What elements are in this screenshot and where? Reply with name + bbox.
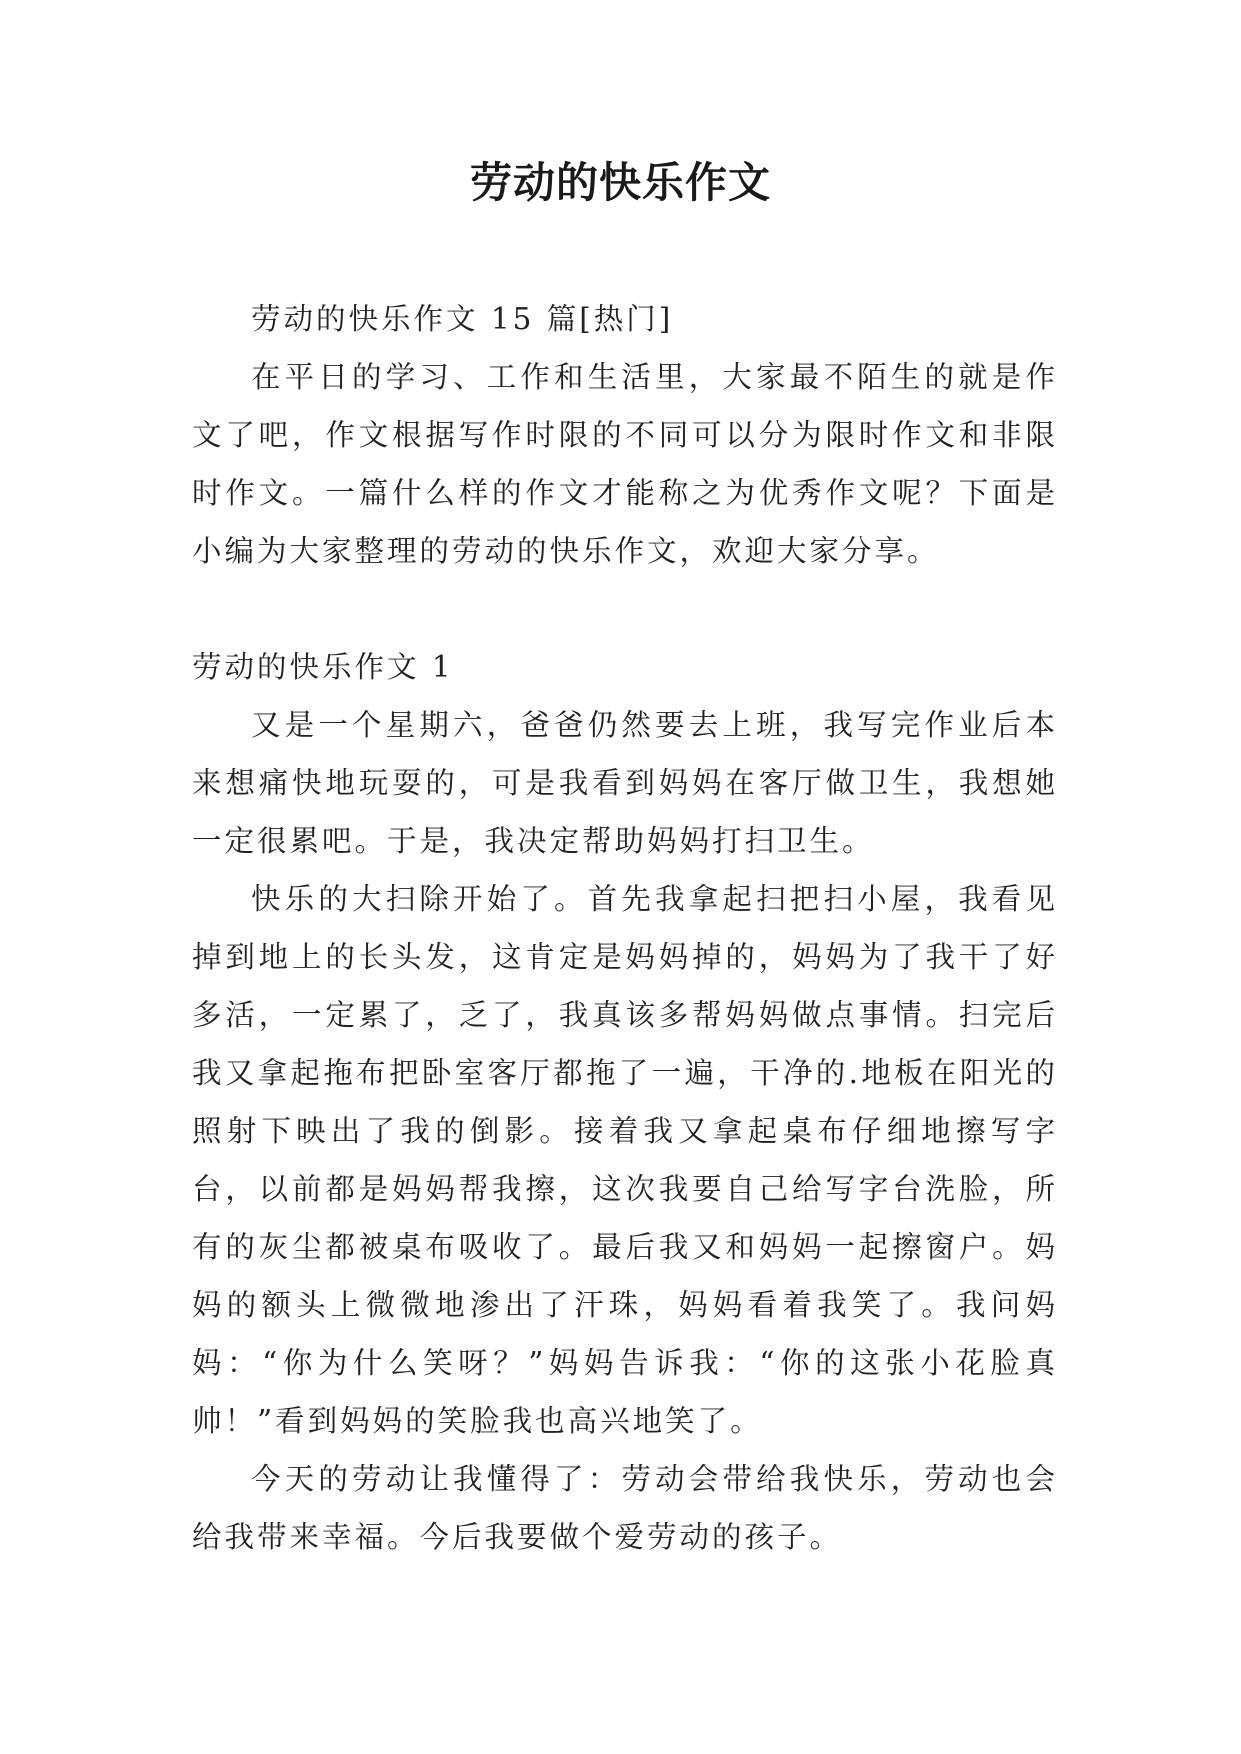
document-title: 劳动的快乐作文 <box>469 158 771 207</box>
body-paragraph-1: 又是一个星期六，爸爸仍然要去上班，我写完作业后本来想痛快地玩耍的，可是我看到妈妈在客厅做卫生，我想她一定很累吧。于是，我决定帮助妈妈打扫卫生。 <box>192 708 1058 858</box>
document-subtitle: 劳动的快乐作文 15 篇[热门] <box>251 302 674 336</box>
intro-paragraph: 在平日的学习、工作和生活里，大家最不陌生的就是作文了吧，作文根据写作时限的不同可以分为限时作文和非限时作文。一篇什么样的作文才能称之为优秀作文呢？下面是小编为大家整理的劳动的快乐作文，欢迎大家分享。 <box>192 360 1058 568</box>
document-body <box>192 290 1058 1566</box>
body-paragraph-2: 快乐的大扫除开始了。首先我拿起扫把扫小屋，我看见掉到地上的长头发，这肯定是妈妈掉的，妈妈为了我干了好多活，一定累了，乏了，我真该多帮妈妈做点事情。扫完后我又拿起拖布把卧室客厅都拖了一遍，干净的.地板在阳光的照射下映出了我的倒影。接着我又拿起桌布仔细地擦写字台，以前都是妈妈帮我擦，这次我要自己给写字台洗脸，所有的灰尘都被桌布吸收了。最后我又和妈妈一起擦窗户。妈妈的额头上微微地渗出了汗珠，妈妈看着我笑了。我问妈妈：“你为什么笑呀？”妈妈告诉我：“你的这张小花脸真帅！”看到妈妈的笑脸我也高兴地笑了。 <box>192 882 1058 1438</box>
section-heading: 劳动的快乐作文 1 <box>192 650 454 684</box>
body-paragraph-3: 今天的劳动让我懂得了：劳动会带给我快乐，劳动也会给我带来幸福。今后我要做个爱劳动的孩子。 <box>192 1462 1058 1554</box>
